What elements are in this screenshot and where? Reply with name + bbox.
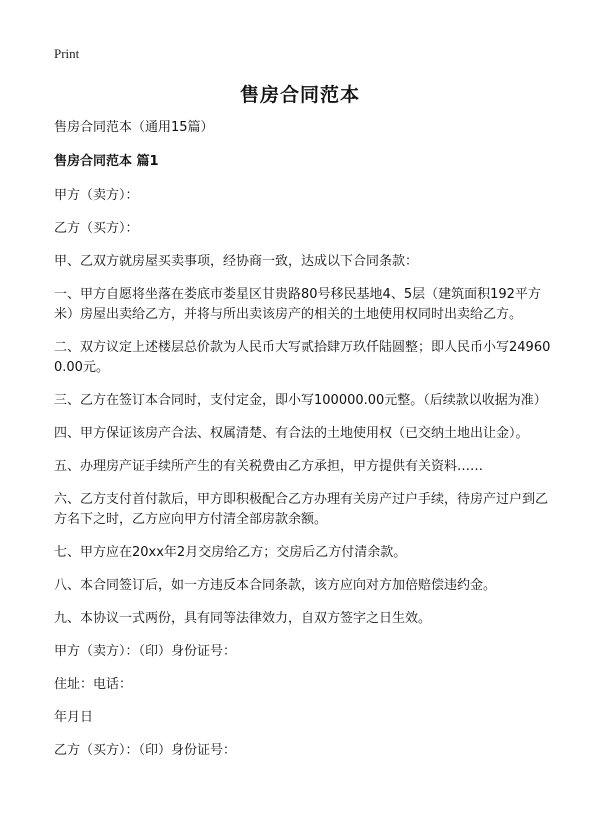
preamble-paragraph: 甲、乙双方就房屋买卖事项，经协商一致，达成以下合同条款： <box>54 254 419 269</box>
clause-4: 四、甲方保证该房产合法、权属清楚、有合法的土地使用权（已交纳土地出让金）。 <box>54 426 529 441</box>
document-body <box>54 118 554 774</box>
clause-6: 六、乙方支付首付款后，甲方即积极配合乙方办理有关房产过户手续，待房产过户到乙方名下之时，乙方应向甲方付清全部房款余额。 <box>54 492 549 527</box>
signature-party-a: 甲方（卖方）：（印）身份证号： <box>54 644 237 659</box>
section-heading: 售房合同范本 篇1 <box>54 154 159 169</box>
clause-5: 五、办理房产证手续所产生的有关税费由乙方承担，甲方提供有关资料…… <box>54 459 484 474</box>
signature-party-b: 乙方（买方）：（印）身份证号： <box>54 743 237 758</box>
clause-9: 九、本协议一式两份，具有同等法律效力，自双方签字之日生效。 <box>54 611 432 626</box>
document-subtitle: 售房合同范本（通用15篇） <box>54 120 214 135</box>
page-title: 售房合同范本 <box>239 84 360 106</box>
signature-date: 年月日 <box>54 710 94 725</box>
clause-7: 七、甲方应在20xx年2月交房给乙方；交房后乙方付清余款。 <box>54 545 407 560</box>
clause-1: 一、甲方自愿将坐落在娄底市娄星区甘贵路80号移民基地4、5层（建筑面积192平方米）房屋出卖给乙方，并将与所出卖该房产的相关的土地使用权同时出卖给乙方。 <box>54 287 541 322</box>
clause-2: 二、双方议定上述楼层总价款为人民币大写贰拾肆万玖仟陆圆整；即人民币小写249600.00元。 <box>54 340 551 375</box>
print-link[interactable]: Print <box>54 46 80 61</box>
signature-address-phone: 住址：电话： <box>54 677 133 692</box>
party-a-line: 甲方（卖方）： <box>54 188 139 203</box>
clause-8: 八、本合同签订后，如一方违反本合同条款，该方应向对方加倍赔偿违约金。 <box>54 578 497 593</box>
clause-3: 三、乙方在签订本合同时，支付定金，即小写100000.00元整。（后续款以收据为准） <box>54 393 547 408</box>
party-b-line: 乙方（买方）： <box>54 221 139 236</box>
